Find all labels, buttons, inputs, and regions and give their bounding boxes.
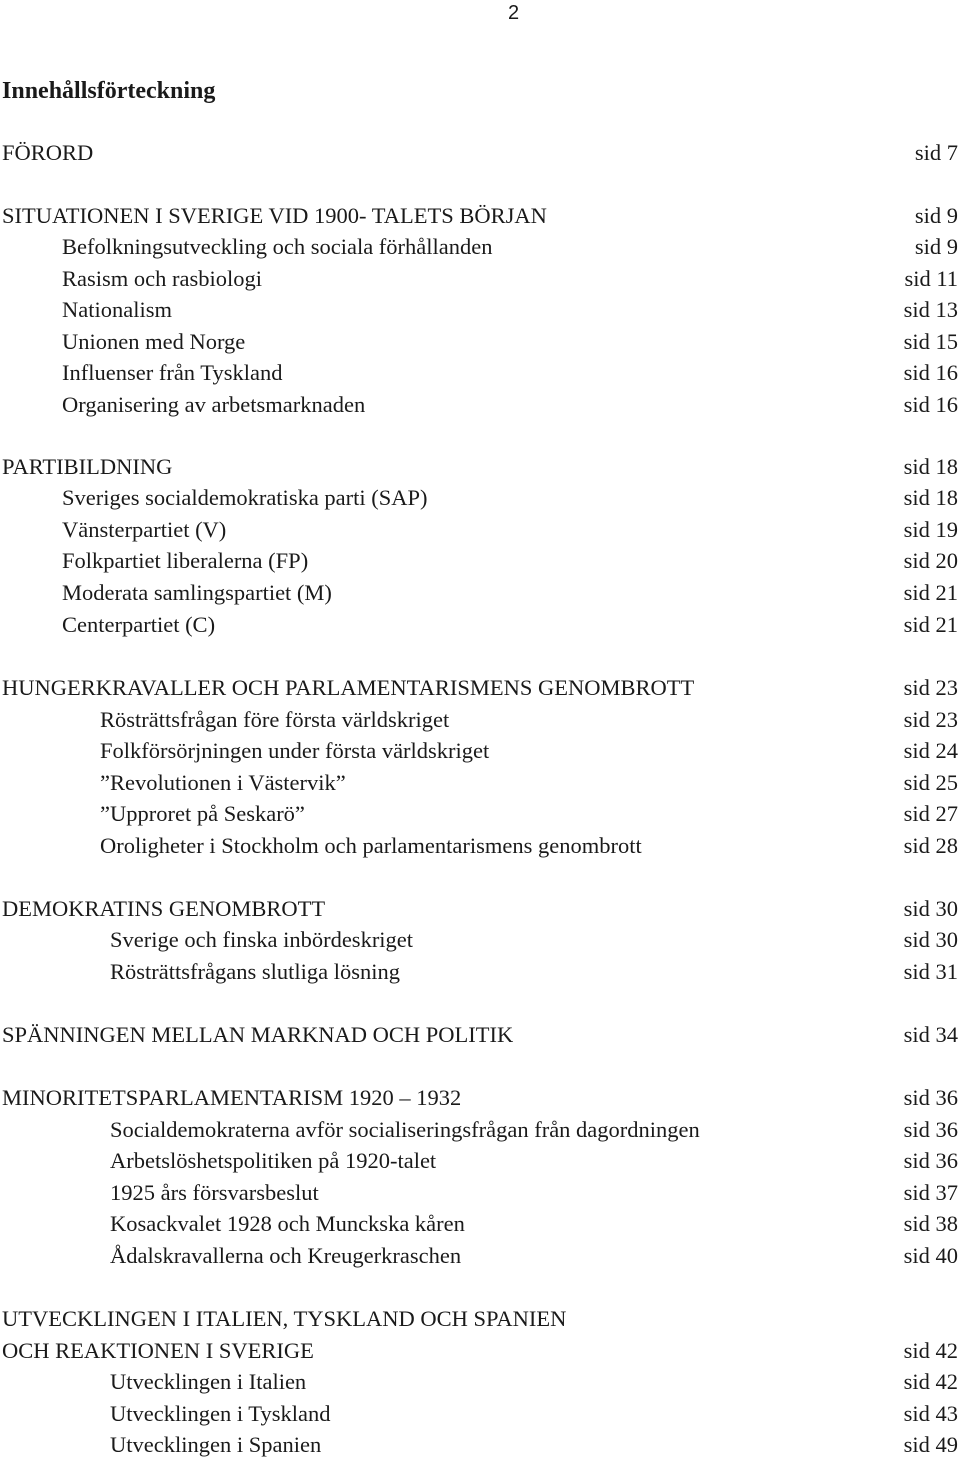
toc-entry-title: UTVECKLINGEN I ITALIEN, TYSKLAND OCH SPANIEN xyxy=(2,1306,567,1331)
toc-entry-page: sid 37 xyxy=(903,1180,958,1205)
toc-entry-title: Utvecklingen i Tyskland xyxy=(110,1401,331,1426)
toc-entry-page: sid 19 xyxy=(903,517,958,542)
toc-entry-title: Arbetslöshetspolitiken på 1920-talet xyxy=(110,1148,437,1173)
toc-subentry-row xyxy=(0,578,960,608)
toc-section-row xyxy=(0,1020,960,1050)
toc-entry-page: sid 16 xyxy=(903,360,958,385)
toc-section-row xyxy=(0,673,960,703)
toc-entry-page: sid 11 xyxy=(904,266,958,291)
toc-entry-page: sid 21 xyxy=(903,612,958,637)
toc-entry-title: Nationalism xyxy=(62,297,172,322)
toc-entry-title: Socialdemokraterna avför socialiseringsfrågan från dagordningen xyxy=(110,1117,700,1142)
toc-subentry-row xyxy=(0,327,960,357)
toc-entry-title: Utvecklingen i Italien xyxy=(110,1369,307,1394)
toc-entry-page: sid 21 xyxy=(903,580,958,605)
toc-entry-title: FÖRORD xyxy=(2,140,94,165)
toc-entry-title: Rasism och rasbiologi xyxy=(62,266,262,291)
toc-subentry-row xyxy=(0,1399,960,1429)
toc-section-row xyxy=(0,894,960,924)
toc-entry-title: DEMOKRATINS GENOMBROTT xyxy=(2,896,326,921)
toc-subentry-row xyxy=(0,1430,960,1460)
toc-section-row xyxy=(0,1304,960,1334)
toc-section-row xyxy=(0,452,960,482)
toc-subentry-row xyxy=(0,610,960,640)
toc-entry-page: sid 30 xyxy=(903,927,958,952)
toc-entry-page: sid 24 xyxy=(903,738,958,763)
toc-entry-title: SPÄNNINGEN MELLAN MARKNAD OCH POLITIK xyxy=(2,1022,514,1047)
toc-entry-page: sid 36 xyxy=(903,1117,958,1142)
toc-subentry-row xyxy=(0,1367,960,1397)
toc-entry-title: Organisering av arbetsmarknaden xyxy=(62,392,366,417)
toc-entry-page: sid 23 xyxy=(903,707,958,732)
toc-entry-page: sid 30 xyxy=(903,896,958,921)
toc-entry-page: sid 42 xyxy=(903,1369,958,1394)
toc-entry-title: PARTIBILDNING xyxy=(2,454,173,479)
toc-entry-page: sid 7 xyxy=(914,140,958,165)
toc-entry-page: sid 9 xyxy=(914,234,958,259)
toc-entry-page: sid 49 xyxy=(903,1432,958,1457)
page-number: 2 xyxy=(508,2,520,24)
toc-entry-page: sid 18 xyxy=(903,454,958,479)
toc-entry-title: Folkförsörjningen under första världskriget xyxy=(100,738,490,763)
toc-subentry-row xyxy=(0,515,960,545)
toc-heading: Innehållsförteckning xyxy=(2,78,216,104)
toc-entry-page: sid 34 xyxy=(903,1022,958,1047)
toc-entry-page: sid 28 xyxy=(903,833,958,858)
toc-subentry-row xyxy=(0,925,960,955)
toc-subentry-row xyxy=(0,295,960,325)
toc-subentry-row xyxy=(0,736,960,766)
toc-entry-page: sid 18 xyxy=(903,485,958,510)
toc-entry-page: sid 20 xyxy=(903,548,958,573)
toc-entry-page: sid 38 xyxy=(903,1211,958,1236)
toc-subentry-row xyxy=(0,546,960,576)
toc-entry-page: sid 31 xyxy=(903,959,958,984)
toc-entry-title: OCH REAKTIONEN I SVERIGE xyxy=(2,1338,314,1363)
toc-entry-page: sid 43 xyxy=(903,1401,958,1426)
toc-entry-page: sid 13 xyxy=(903,297,958,322)
toc-entry-title: Kosackvalet 1928 och Munckska kåren xyxy=(110,1211,465,1236)
toc-entry-page: sid 23 xyxy=(903,675,958,700)
toc-entry-title: Utvecklingen i Spanien xyxy=(110,1432,322,1457)
toc-entry-title: HUNGERKRAVALLER OCH PARLAMENTARISMENS GENOMBROTT xyxy=(2,675,695,700)
toc-subentry-row xyxy=(0,264,960,294)
toc-entry-page: sid 16 xyxy=(903,392,958,417)
toc-entry-page: sid 36 xyxy=(903,1148,958,1173)
toc-subentry-row xyxy=(0,831,960,861)
toc-entry-title: Centerpartiet (C) xyxy=(62,612,216,637)
toc-subentry-row xyxy=(0,390,960,420)
toc-entry-page: sid 15 xyxy=(903,329,958,354)
toc-subentry-row xyxy=(0,358,960,388)
toc-entry-title: ”Upproret på Seskarö” xyxy=(100,801,305,826)
toc-entry-page: sid 42 xyxy=(903,1338,958,1363)
toc-entry-title: Influenser från Tyskland xyxy=(62,360,283,385)
toc-entry-title: Befolkningsutveckling och sociala förhållanden xyxy=(62,234,493,259)
toc-entry-page: sid 25 xyxy=(903,770,958,795)
toc-subentry-row xyxy=(0,1241,960,1271)
toc-subentry-row xyxy=(0,1209,960,1239)
toc-entry-page: sid 36 xyxy=(903,1085,958,1110)
toc-entry-title: Sveriges socialdemokratiska parti (SAP) xyxy=(62,485,428,510)
toc-entry-page: sid 40 xyxy=(903,1243,958,1268)
toc-section-row xyxy=(0,138,960,168)
toc-entry-title: Oroligheter i Stockholm och parlamentarismens genombrott xyxy=(100,833,642,858)
toc-entry-title: Ådalskravallerna och Kreugerkraschen xyxy=(110,1243,462,1268)
toc-subentry-row xyxy=(0,483,960,513)
toc-subentry-row xyxy=(0,705,960,735)
toc-entry-title: Folkpartiet liberalerna (FP) xyxy=(62,548,309,573)
toc-subentry-row xyxy=(0,957,960,987)
toc-entry-title: MINORITETSPARLAMENTARISM 1920 – 1932 xyxy=(2,1085,462,1110)
toc-entry-title: Unionen med Norge xyxy=(62,329,246,354)
toc-section-row xyxy=(0,201,960,231)
toc-subentry-row xyxy=(0,1115,960,1145)
toc-entry-title: Sverige och finska inbördeskriget xyxy=(110,927,414,952)
toc-entry-title: Vänsterpartiet (V) xyxy=(62,517,227,542)
toc-entry-page: sid 9 xyxy=(914,203,958,228)
toc-subentry-row xyxy=(0,799,960,829)
toc-section-row xyxy=(0,1083,960,1113)
toc-entry-title: Rösträttsfrågans slutliga lösning xyxy=(110,959,400,984)
toc-subentry-row xyxy=(0,232,960,262)
toc-section-row xyxy=(0,1336,960,1366)
toc-entry-page: sid 27 xyxy=(903,801,958,826)
toc-entry-title: ”Revolutionen i Västervik” xyxy=(100,770,346,795)
toc-entry-title: 1925 års försvarsbeslut xyxy=(110,1180,319,1205)
toc-subentry-row xyxy=(0,1146,960,1176)
toc-subentry-row xyxy=(0,768,960,798)
toc-entry-title: SITUATIONEN I SVERIGE VID 1900- TALETS BÖRJAN xyxy=(2,203,547,228)
toc-subentry-row xyxy=(0,1178,960,1208)
toc-entry-title: Moderata samlingspartiet (M) xyxy=(62,580,332,605)
toc-entry-title: Rösträttsfrågan före första världskriget xyxy=(100,707,450,732)
